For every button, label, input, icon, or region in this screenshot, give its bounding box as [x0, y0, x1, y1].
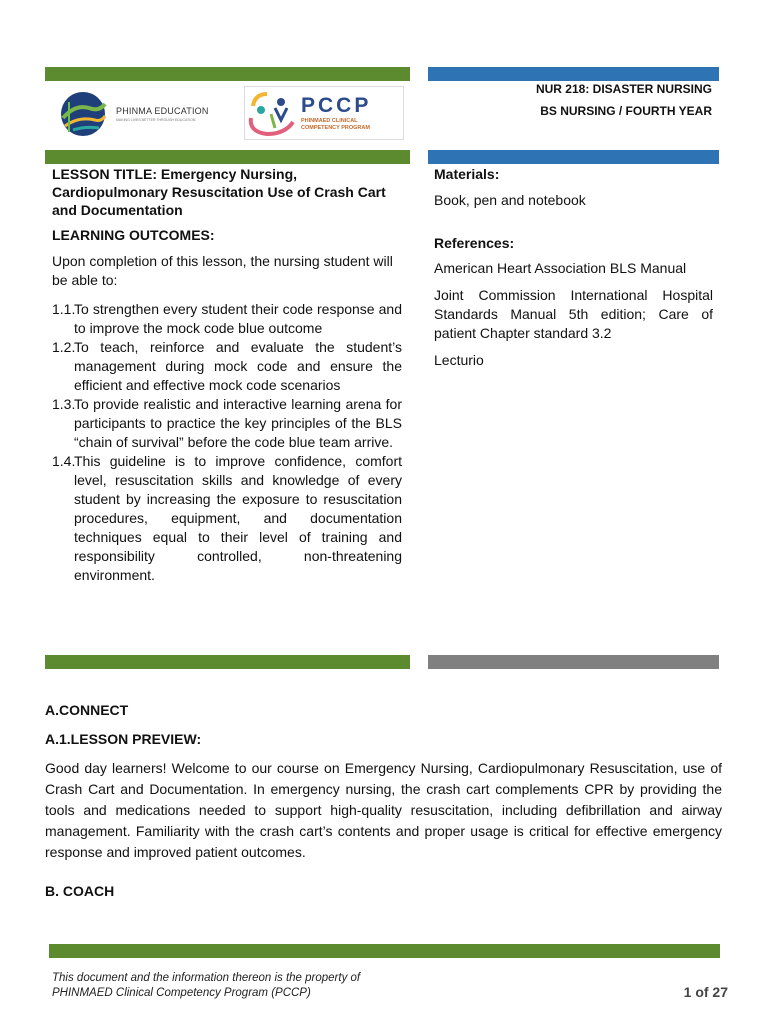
learning-outcomes-list	[52, 300, 402, 585]
bottom-left-green-bar	[45, 655, 410, 669]
phinma-tagline: MAKING LIVES BETTER THROUGH EDUCATION	[116, 117, 196, 122]
list-item: 1.3. To provide realistic and interactive learning arena for participants to practice the key principles of the BLS “chain of survival” before the code blue team arrive.	[52, 396, 402, 450]
list-item: 1.4. This guideline is to improve confidence, comfort level, resuscitation skills and knowledge of every student by increasing the exposure to resuscitation procedures, equipment, and documentation techniques equal to their level of training and responsibility controlled, non-threatening environment.	[52, 453, 402, 583]
mid-left-green-bar	[45, 150, 410, 164]
pccp-hands-icon	[245, 88, 301, 138]
materials-text: Book, pen and notebook	[434, 192, 586, 208]
lesson-preview-heading: A.1.LESSON PREVIEW:	[45, 731, 202, 747]
pccp-line1: PHINMAED CLINICAL	[301, 118, 358, 125]
list-item: Joint Commission International Hospital Standards Manual 5th edition; Care of patient Chapter standard 3.2	[434, 287, 713, 341]
phinma-globe-icon	[55, 90, 113, 138]
lesson-title: LESSON TITLE: Emergency Nursing, Cardiopulmonary Resuscitation Use of Crash Cart and Documentation	[52, 166, 386, 218]
bottom-right-gray-bar	[428, 655, 719, 669]
footer-green-bar	[49, 944, 720, 958]
materials-heading: Materials:	[434, 166, 500, 182]
phinma-logo	[55, 90, 225, 138]
mid-right-blue-bar	[428, 150, 719, 164]
learning-outcomes-heading: LEARNING OUTCOMES:	[52, 227, 215, 243]
list-item: American Heart Association BLS Manual	[434, 260, 687, 276]
connect-heading: A.CONNECT	[45, 702, 129, 718]
list-item: 1.1. To strengthen every student their code response and to improve the mock code blue outcome	[52, 301, 402, 336]
page-number: 1 of 27	[683, 984, 728, 1000]
pccp-logo	[244, 86, 404, 140]
phinma-name: PHINMA EDUCATION	[116, 105, 209, 116]
footer-line-1: This document and the information thereon is the property of	[52, 972, 361, 984]
course-title: NUR 218: DISASTER NURSING	[535, 82, 712, 96]
references-list	[434, 259, 713, 378]
outcomes-intro: Upon completion of this lesson, the nursing student will be able to:	[52, 253, 393, 288]
top-left-green-bar	[45, 67, 410, 81]
pccp-line2: COMPETENCY PROGRAM	[301, 124, 370, 131]
references-heading: References:	[434, 235, 515, 251]
footer-line-2: PHINMAED Clinical Competency Program (PCCP)	[52, 987, 311, 999]
lesson-preview-text: Good day learners! Welcome to our course on Emergency Nursing, Cardiopulmonary Resuscitation, use of Crash Cart and Documentation. In emergency nursing, the crash cart complements CPR by providing the tools and medications needed to support high-quality resuscitation, including defibrillation and airway management. Familiarity with the crash cart’s contents and proper usage is critical for effective emergency response and improved patient outcomes.	[45, 760, 722, 860]
list-item: 1.2. To teach, reinforce and evaluate the student’s management during mock code and ensure the efficient and effective mock code scenarios	[52, 339, 402, 393]
coach-heading: B. COACH	[45, 883, 115, 899]
program-year: BS NURSING / FOURTH YEAR	[540, 104, 712, 118]
top-right-blue-bar	[428, 67, 719, 81]
pccp-letters: PCCP	[301, 94, 372, 118]
list-item: Lecturio	[434, 352, 484, 368]
